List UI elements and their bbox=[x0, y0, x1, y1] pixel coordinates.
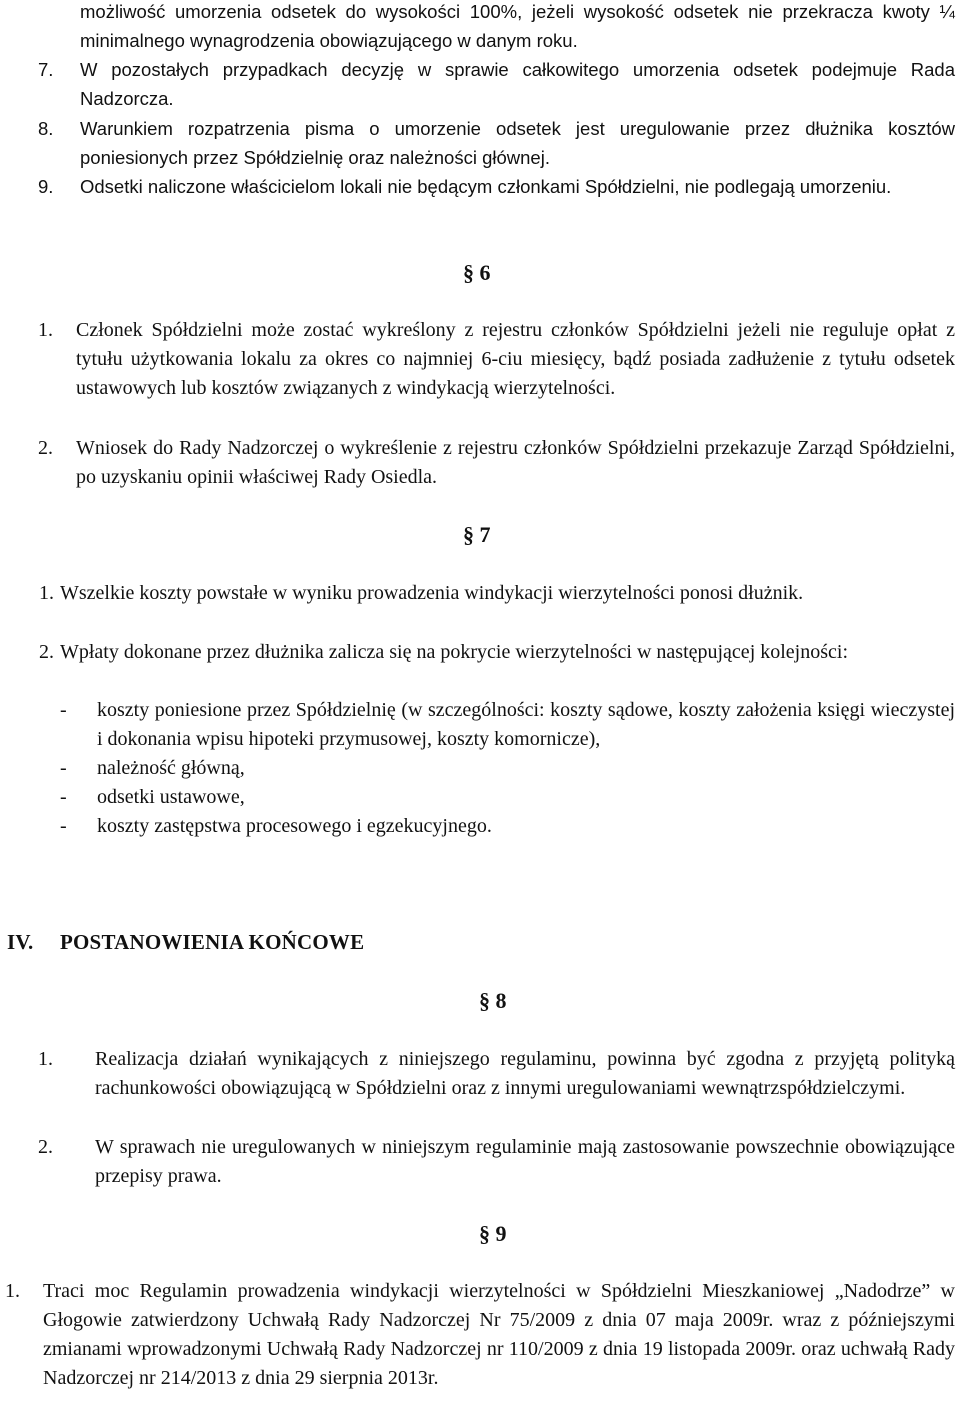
bullet-text: odsetki ustawowe, bbox=[97, 786, 245, 808]
section-8-heading: § 8 bbox=[479, 988, 507, 1013]
list-text: Realizacja działań wynikających z niniejszego regulaminu, powinna być zgodna z przyjętą polityką rachunkowości obowiązującą w Spółdzielni oraz z innymi uregulowaniami wewnątrzspółdzielczymi. bbox=[95, 1048, 955, 1099]
list-number: 2. bbox=[39, 641, 54, 663]
list-number: 1. bbox=[5, 1280, 20, 1302]
list-number: 2. bbox=[38, 1136, 53, 1158]
bullet-dash: - bbox=[60, 815, 67, 837]
list-text: Wszelkie koszty powstałe w wyniku prowadzenia windykacji wierzytelności ponosi dłużnik. bbox=[60, 582, 804, 604]
list-number: 8. bbox=[38, 118, 54, 139]
list-text: Traci moc Regulamin prowadzenia windykacji wierzytelności w Spółdzielni Mieszkaniowej „Nadodrze” w Głogowie zatwierdzony Uchwałą Rady Nadzorczej Nr 75/2009 z dnia 07 maja 2009r. wraz z późniejszymi zmianami wprowadzonymi Uchwałą Rady Nadzorczej nr 110/2009 z dnia 19 listopada 2009r. oraz uchwałą Rady Nadzorczej nr 214/2013 z dnia 29 sierpnia 2013r. bbox=[43, 1280, 955, 1389]
list-text: Wpłaty dokonane przez dłużnika zalicza się na pokrycie wierzytelności w następującej kolejności: bbox=[60, 641, 849, 663]
bullet-text: koszty zastępstwa procesowego i egzekucyjnego. bbox=[97, 815, 492, 837]
bullet-item bbox=[60, 696, 955, 754]
bullet-dash: - bbox=[60, 699, 67, 721]
chapter-number: IV. bbox=[7, 930, 34, 954]
list-number: 1. bbox=[39, 582, 54, 604]
list-text: W pozostałych przypadkach decyzję w sprawie całkowitego umorzenia odsetek podejmuje Rada Nadzorcza. bbox=[80, 59, 955, 109]
section-7-heading: § 7 bbox=[463, 522, 491, 547]
continued-paragraph: możliwość umorzenia odsetek do wysokości 100%, jeżeli wysokość odsetek nie przekracza kwoty ¼ minimalnego wynagrodzenia obowiązującego w danym roku. bbox=[80, 1, 955, 51]
s8-item-2 bbox=[38, 1133, 955, 1191]
list-number: 1. bbox=[38, 1048, 53, 1070]
list-item-8 bbox=[38, 114, 955, 172]
s6-item-1 bbox=[38, 316, 955, 403]
list-number: 2. bbox=[38, 437, 53, 459]
bullet-item bbox=[60, 783, 955, 812]
list-text: Odsetki naliczone właścicielom lokali nie będącym członkami Spółdzielni, nie podlegają umorzeniu. bbox=[80, 176, 892, 197]
bullet-item bbox=[60, 812, 955, 841]
list-text: Członek Spółdzielni może zostać wykreślony z rejestru członków Spółdzielni jeżeli nie reguluje opłat z tytułu użytkowania lokalu za okres co najmniej 6-ciu miesięcy, bądź posiada zadłużenie z tytułu odsetek ustawowych lub kosztów związanych z windykacją wierzytelności. bbox=[76, 319, 955, 399]
list-item-9 bbox=[38, 172, 955, 201]
list-text: W sprawach nie uregulowanych w niniejszym regulaminie mają zastosowanie powszechnie obowiązujące przepisy prawa. bbox=[95, 1136, 955, 1187]
bullet-dash: - bbox=[60, 757, 67, 779]
s8-item-1 bbox=[38, 1045, 955, 1103]
s7-item-2 bbox=[22, 638, 955, 667]
s6-item-2 bbox=[38, 434, 955, 492]
bullet-dash: - bbox=[60, 786, 67, 808]
payment-order-list bbox=[60, 696, 955, 841]
list-number: 7. bbox=[38, 59, 54, 80]
s7-item-1 bbox=[22, 579, 955, 608]
bullet-text: koszty poniesione przez Spółdzielnię (w szczególności: koszty sądowe, koszty założenia księgi wieczystej i dokonania wpisu hipoteki przymusowej, koszty komornicze), bbox=[97, 699, 955, 750]
s9-item-1 bbox=[5, 1277, 955, 1393]
list-number: 9. bbox=[38, 176, 54, 197]
chapter-title: POSTANOWIENIA KOŃCOWE bbox=[60, 930, 365, 954]
section-6-heading: § 6 bbox=[463, 260, 491, 285]
list-number: 1. bbox=[38, 319, 53, 341]
bullet-item bbox=[60, 754, 955, 783]
list-text: Wniosek do Rady Nadzorczej o wykreślenie z rejestru członków Spółdzielni przekazuje Zarząd Spółdzielni, po uzyskaniu opinii właściwej Rady Osiedla. bbox=[76, 437, 955, 488]
list-item-7 bbox=[38, 55, 955, 113]
bullet-text: należność główną, bbox=[97, 757, 245, 779]
list-text: Warunkiem rozpatrzenia pisma o umorzenie odsetek jest uregulowanie przez dłużnika kosztów poniesionych przez Spółdzielnię oraz należności głównej. bbox=[80, 118, 955, 168]
section-9-heading: § 9 bbox=[479, 1221, 507, 1246]
